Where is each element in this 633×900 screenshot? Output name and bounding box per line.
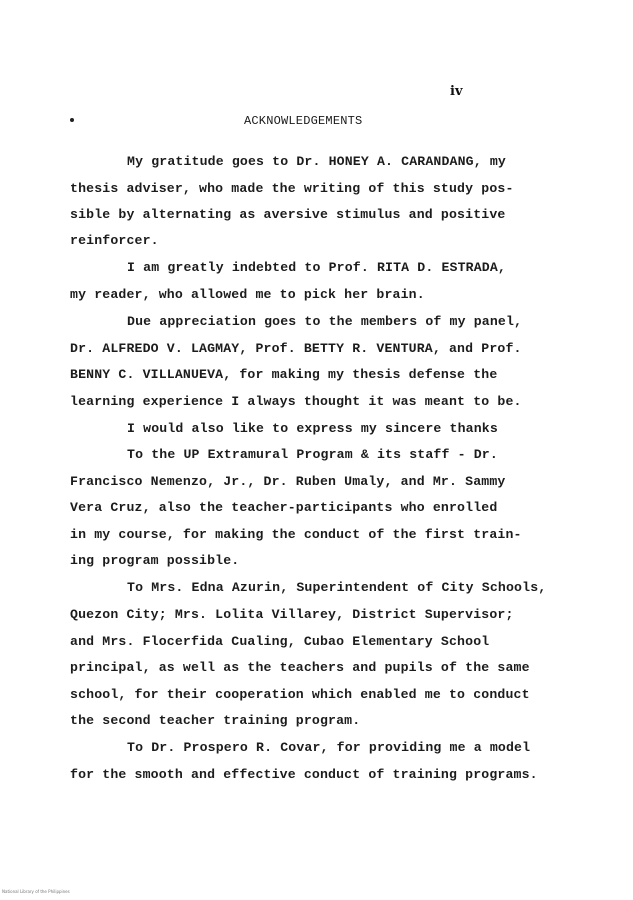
text-line: Vera Cruz, also the teacher-participants who enrolled (70, 500, 498, 515)
text-line: My gratitude goes to Dr. HONEY A. CARANDANG, my (127, 154, 506, 169)
text-line: Quezon City; Mrs. Lolita Villarey, District Supervisor; (70, 607, 514, 622)
text-line: and Mrs. Flocerfida Cualing, Cubao Elementary School (70, 634, 490, 649)
text-line: principal, as well as the teachers and pupils of the same (70, 660, 530, 675)
text-line: the second teacher training program. (70, 713, 361, 728)
text-line: BENNY C. VILLANUEVA, for making my thesis defense the (70, 367, 498, 382)
text-line: my reader, who allowed me to pick her brain. (70, 287, 425, 302)
text-line: for the smooth and effective conduct of training programs. (70, 767, 538, 782)
text-line: in my course, for making the conduct of the first train- (70, 527, 522, 542)
text-line: To Mrs. Edna Azurin, Superintendent of City Schools, (127, 580, 547, 595)
text-line: Due appreciation goes to the members of my panel, (127, 314, 523, 329)
text-line: thesis adviser, who made the writing of this study pos- (70, 181, 514, 196)
text-line: I would also like to express my sincere thanks (127, 421, 498, 436)
bullet-mark (70, 118, 74, 122)
footer-watermark: National Library of the Philippines (2, 889, 70, 894)
text-line: Francisco Nemenzo, Jr., Dr. Ruben Umaly, and Mr. Sammy (70, 474, 506, 489)
text-line: learning experience I always thought it was meant to be. (70, 394, 522, 409)
text-line: To Dr. Prospero R. Covar, for providing me a model (127, 740, 531, 755)
text-line: To the UP Extramural Program & its staff - Dr. (127, 447, 498, 462)
page-title: ACKNOWLEDGEMENTS (244, 114, 363, 128)
text-line: school, for their cooperation which enabled me to conduct (70, 687, 530, 702)
text-line: Dr. ALFREDO V. LAGMAY, Prof. BETTY R. VENTURA, and Prof. (70, 341, 522, 356)
page-number: iv (450, 84, 463, 99)
text-line: ing program possible. (70, 553, 240, 568)
text-line: reinforcer. (70, 233, 159, 248)
text-line: sible by alternating as aversive stimulus and positive (70, 207, 506, 222)
text-line: I am greatly indebted to Prof. RITA D. ESTRADA, (127, 260, 506, 275)
